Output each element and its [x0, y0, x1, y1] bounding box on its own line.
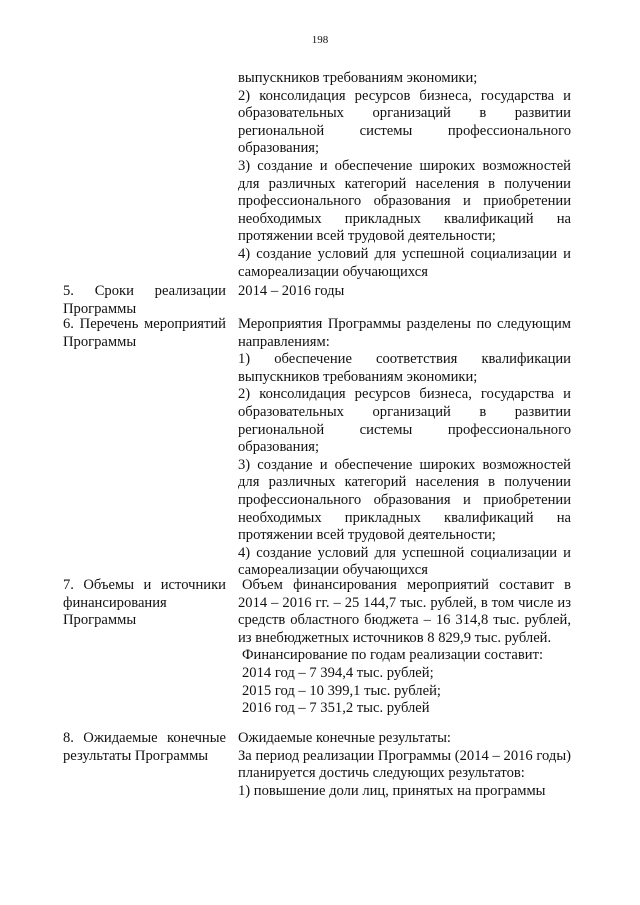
section-8-item-1: 1) повышение доли лиц, принятых на программы — [238, 782, 546, 799]
section-6-item-4: 4) создание условий для успешной социализации и самореализации обучающихся — [238, 544, 571, 579]
section-7-content — [238, 577, 571, 718]
section-7-year-2016: 2016 год – 7 351,2 тыс. рублей — [242, 700, 430, 717]
section-6-intro: Мероприятия Программы разделены по следующим направлениям: — [238, 316, 571, 350]
section-7-year-2014: 2014 год – 7 394,4 тыс. рублей; — [242, 664, 434, 681]
continuation-item-3: 3) создание и обеспечение широких возможностей для различных категорий населения в получении профессионального образования и приобретении необходимых прикладных квалификаций на протяжении всей трудовой деятельности; — [238, 157, 571, 245]
section-6-item-1: 1) обеспечение соответствия квалификации выпускников требованиям экономики; — [238, 351, 571, 385]
section-6-item-2: 2) консолидация ресурсов бизнеса, государства и образовательных организаций в развитии региональной системы профессионального образования; — [238, 386, 571, 456]
continuation-item-4: 4) создание условий для успешной социализации и самореализации обучающихся — [238, 245, 571, 280]
continuation-item-2: 2) консолидация ресурсов бизнеса, государства и образовательных организаций в развитии региональной системы профессионального образования; — [238, 87, 571, 157]
section-5-label — [63, 283, 226, 318]
section-8-content — [238, 730, 571, 800]
section-8-heading: Ожидаемые конечные результаты: — [238, 730, 451, 746]
section-6-label-text: 6. Перечень мероприятий Программы — [63, 316, 226, 350]
section-8-label-text: 8. Ожидаемые конечные результаты Программы — [63, 730, 226, 764]
section-7-total: Объем финансирования мероприятий составит в 2014 – 2016 гг. – 25 144,7 тыс. рублей, в том числе из средств областного бюджета – 16 314,8 тыс. рублей, из внебюджетных источников 8 829,9 тыс. рублей. — [238, 577, 571, 646]
section-6-item-3: 3) создание и обеспечение широких возможностей для различных категорий населения в получении профессионального образования и приобретении необходимых прикладных квалификаций на протяжении всей трудовой деятельности; — [238, 456, 571, 544]
section-5-dates: 2014 – 2016 годы — [238, 283, 345, 299]
page-number: 198 — [311, 34, 329, 46]
section-6-label — [63, 316, 226, 351]
section-7-label-text: 7. Объемы и источники финансирования Программы — [63, 577, 226, 629]
continuation-line-1: выпускников требованиям экономики; — [238, 70, 478, 86]
section-5-label-text: 5. Сроки реализации Программы — [63, 283, 226, 317]
section-7-by-year-intro: Финансирование по годам реализации составит: — [242, 647, 544, 664]
top-continuation-content — [238, 70, 571, 281]
section-7-year-2015: 2015 год – 10 399,1 тыс. рублей; — [242, 682, 441, 699]
section-6-content — [238, 316, 571, 580]
section-8-label — [63, 730, 226, 765]
section-7-label — [63, 577, 226, 630]
section-5-content — [238, 283, 571, 301]
section-8-intro: За период реализации Программы (2014 – 2016 годы) планируется достичь следующих результатов: — [238, 747, 571, 782]
